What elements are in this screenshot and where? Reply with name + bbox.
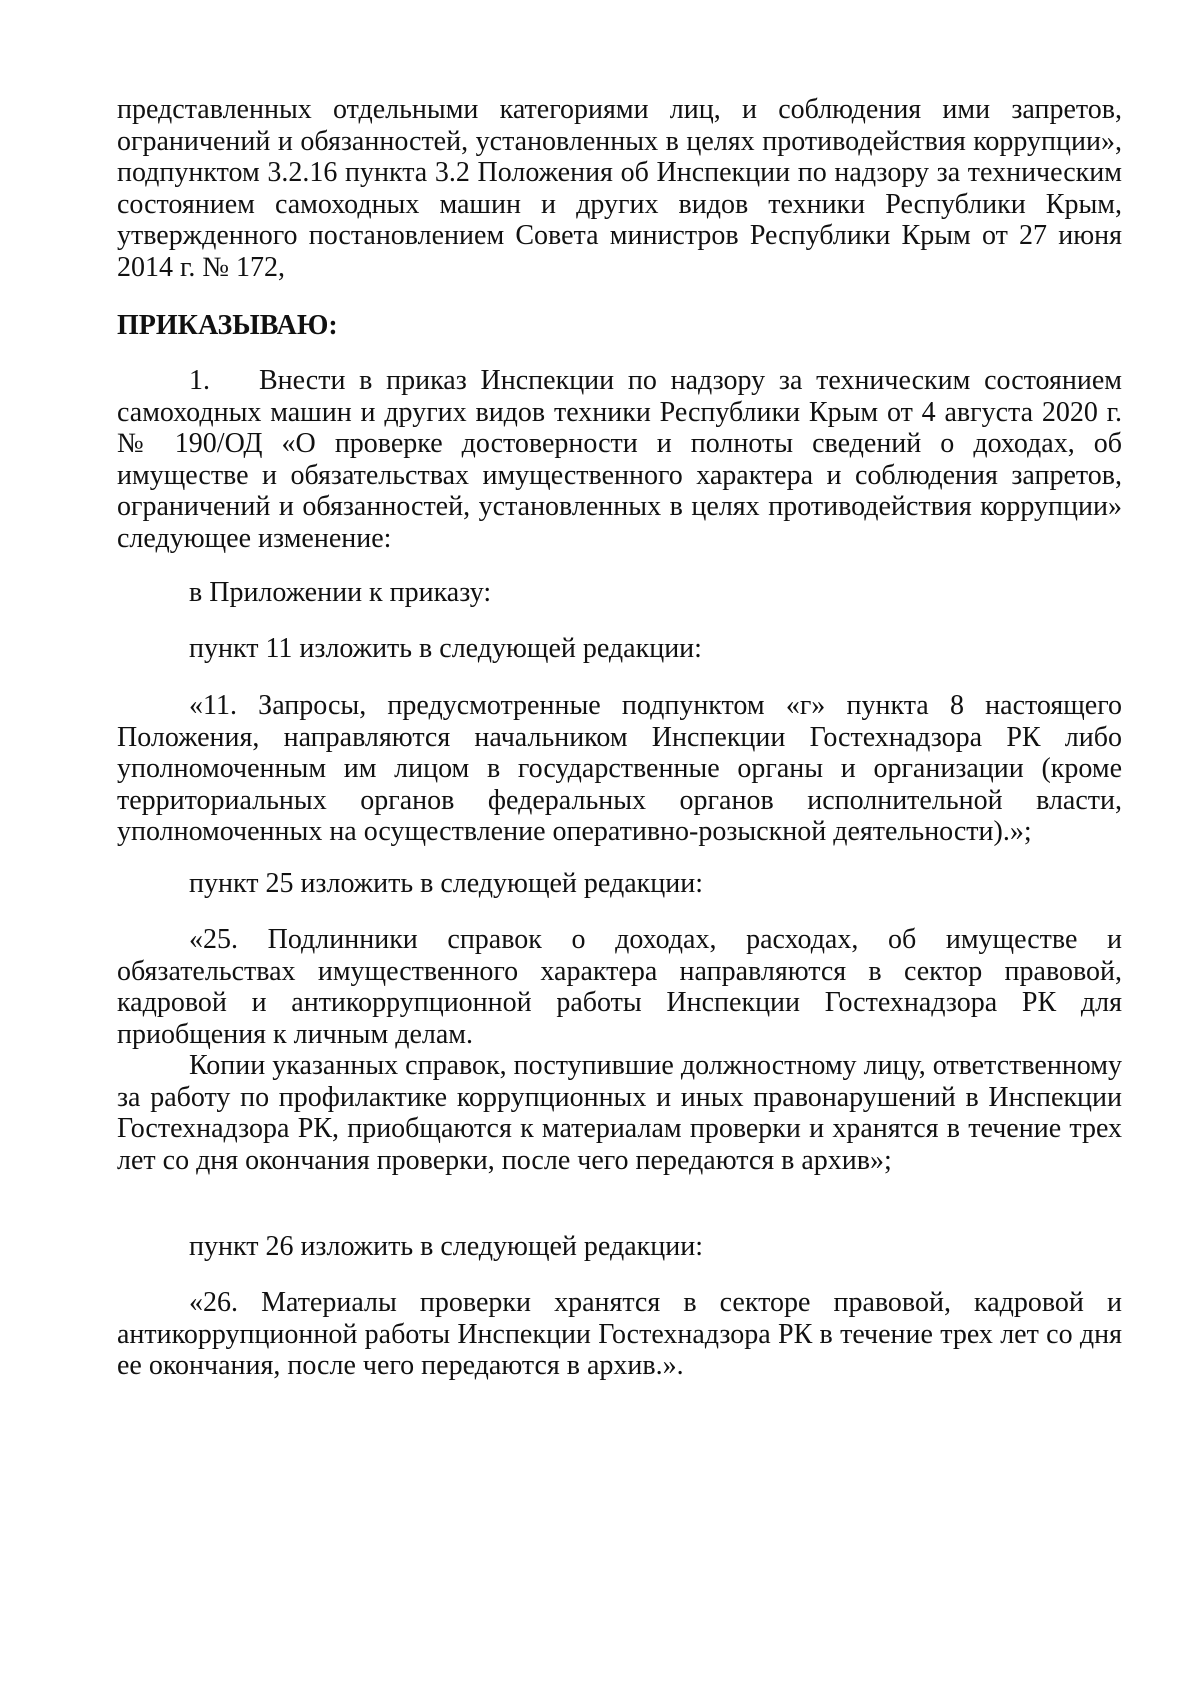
item-1-number: 1.: [189, 365, 210, 396]
point-25-intro: пункт 25 изложить в следующей редакции:: [189, 868, 703, 899]
item-1-text: Внести в приказ Инспекции по надзору за техническим состоянием самоходных машин и других видов техники Республики Крым от 4 августа 2020 г. № 190/ОД «О проверке достоверности и полноты сведений о доходах, об имуществе и обязательствах имущественного характера и соблюдения запретов, ограничений и обязанностей, установленных в целях противодействия коррупции» следующее изменение:: [117, 365, 1122, 554]
item-1-paragraph: [117, 365, 1122, 554]
appendix-line: в Приложении к приказу:: [189, 577, 492, 608]
order-heading: ПРИКАЗЫВАЮ:: [117, 310, 338, 341]
point-26-text: «26. Материалы проверки хранятся в секторе правовой, кадровой и антикоррупционной работы Инспекции Гостехнадзора РК в течение трех лет со дня ее окончания, после чего передаются в архив.».: [117, 1287, 1122, 1381]
point-11-text: «11. Запросы, предусмотренные подпунктом «г» пункта 8 настоящего Положения, направляются начальником Инспекции Гостехнадзора РК либо уполномоченным им лицом в государственные органы и организации (кроме территориальных органов федеральных органов исполнительной власти, уполномоченных на осуществление оперативно-розыскной деятельности).»;: [117, 690, 1122, 847]
point-11-intro: пункт 11 изложить в следующей редакции:: [189, 633, 702, 664]
point-26-intro: пункт 26 изложить в следующей редакции:: [189, 1231, 703, 1262]
intro-paragraph: представленных отдельными категориями лиц, и соблюдения ими запретов, ограничений и обязанностей, установленных в целях противодействия коррупции», подпунктом 3.2.16 пункта 3.2 Положения об Инспекции по надзору за техническим состоянием самоходных машин и других видов техники Республики Крым, утвержденного постановлением Совета министров Республики Крым от 27 июня 2014 г. № 172,: [117, 94, 1122, 283]
point-25-text-1: «25. Подлинники справок о доходах, расходах, об имуществе и обязательствах имущественного характера направляются в сектор правовой, кадровой и антикоррупционной работы Инспекции Гостехнадзора РК для приобщения к личным делам.: [117, 924, 1122, 1050]
point-25-text-2: Копии указанных справок, поступившие должностному лицу, ответственному за работу по профилактике коррупционных и иных правонарушений в Инспекции Гостехнадзора РК, приобщаются к материалам проверки и хранятся в течение трех лет со дня окончания проверки, после чего передаются в архив»;: [117, 1050, 1122, 1176]
